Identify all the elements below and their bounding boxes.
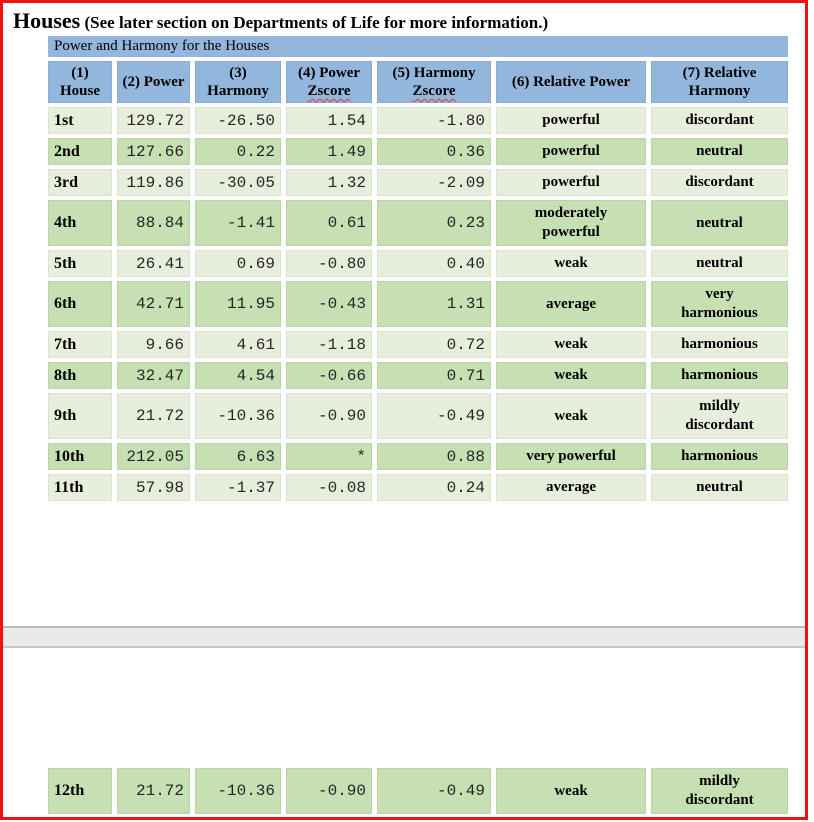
relative-power-cell: weak [496, 768, 646, 814]
relative-harmony-cell: discordant [651, 107, 788, 134]
house-cell: 4th [48, 200, 112, 246]
relative-power-cell: weak [496, 331, 646, 358]
house-cell: 5th [48, 250, 112, 277]
harmony-zscore-cell: 0.88 [377, 443, 491, 470]
relative-harmony-cell: neutral [651, 474, 788, 501]
power-cell: 127.66 [117, 138, 190, 165]
relative-harmony-cell: neutral [651, 250, 788, 277]
harmony-zscore-cell: 0.24 [377, 474, 491, 501]
power-cell: 9.66 [117, 331, 190, 358]
power-zscore-cell: -0.66 [286, 362, 372, 389]
power-cell: 21.72 [117, 768, 190, 814]
table-row-3rd [48, 169, 788, 196]
relative-harmony-cell: harmonious [651, 443, 788, 470]
page-break-gap [3, 626, 805, 648]
power-cell: 42.71 [117, 281, 190, 327]
harmony-zscore-cell: -1.80 [377, 107, 491, 134]
harmony-cell: 0.22 [195, 138, 281, 165]
table-row-2nd [48, 138, 788, 165]
relative-harmony-cell: neutral [651, 138, 788, 165]
relative-power-cell: powerful [496, 107, 646, 134]
harmony-cell: 6.63 [195, 443, 281, 470]
house-cell: 11th [48, 474, 112, 501]
house-cell: 6th [48, 281, 112, 327]
harmony-zscore-cell: 0.72 [377, 331, 491, 358]
harmony-cell: 4.61 [195, 331, 281, 358]
harmony-cell: 0.69 [195, 250, 281, 277]
heading-note: (See later section on Departments of Life for more information.) [84, 13, 549, 32]
col-header-harmony-zscore: (5) Harmony Zscore [377, 61, 491, 103]
harmony-zscore-cell: -0.49 [377, 393, 491, 439]
table-row-7th [48, 331, 788, 358]
relative-harmony-cell: mildly discordant [651, 768, 788, 814]
relative-power-cell: moderately powerful [496, 200, 646, 246]
power-zscore-cell: -0.80 [286, 250, 372, 277]
power-cell: 119.86 [117, 169, 190, 196]
power-cell: 129.72 [117, 107, 190, 134]
table-caption: Power and Harmony for the Houses [48, 36, 788, 57]
power-cell: 32.47 [117, 362, 190, 389]
harmony-cell: -1.41 [195, 200, 281, 246]
table-row-4th [48, 200, 788, 246]
houses-table [48, 36, 788, 501]
relative-power-cell: powerful [496, 169, 646, 196]
power-zscore-cell: 0.61 [286, 200, 372, 246]
harmony-cell: -10.36 [195, 768, 281, 814]
houses-table-continued [48, 768, 788, 814]
col-header-relative-power: (6) Relative Power [496, 61, 646, 103]
table-row-8th [48, 362, 788, 389]
harmony-zscore-cell: 0.36 [377, 138, 491, 165]
harmony-cell: 11.95 [195, 281, 281, 327]
power-zscore-cell: 1.54 [286, 107, 372, 134]
relative-harmony-cell: harmonious [651, 362, 788, 389]
relative-power-cell: very powerful [496, 443, 646, 470]
relative-power-cell: average [496, 474, 646, 501]
table-row-9th [48, 393, 788, 439]
relative-power-cell: average [496, 281, 646, 327]
house-cell: 10th [48, 443, 112, 470]
power-zscore-cell: -0.08 [286, 474, 372, 501]
section-heading [13, 8, 805, 34]
relative-harmony-cell: very harmonious [651, 281, 788, 327]
power-zscore-cell: * [286, 443, 372, 470]
relative-power-cell: weak [496, 362, 646, 389]
relative-harmony-cell: neutral [651, 200, 788, 246]
relative-power-cell: powerful [496, 138, 646, 165]
heading-title: Houses [13, 8, 81, 33]
relative-harmony-cell: mildly discordant [651, 393, 788, 439]
harmony-cell: -30.05 [195, 169, 281, 196]
power-cell: 57.98 [117, 474, 190, 501]
harmony-zscore-cell: 0.23 [377, 200, 491, 246]
power-cell: 21.72 [117, 393, 190, 439]
table-row-6th [48, 281, 788, 327]
house-cell: 2nd [48, 138, 112, 165]
col-header-harmony: (3) Harmony [195, 61, 281, 103]
col-header-relative-harmony: (7) Relative Harmony [651, 61, 788, 103]
col-header-house: (1) House [48, 61, 112, 103]
misspelled-word: Zscore [412, 83, 456, 99]
house-cell: 9th [48, 393, 112, 439]
power-zscore-cell: 1.49 [286, 138, 372, 165]
harmony-cell: 4.54 [195, 362, 281, 389]
table-row-11th [48, 474, 788, 501]
house-cell: 3rd [48, 169, 112, 196]
relative-harmony-cell: harmonious [651, 331, 788, 358]
relative-harmony-cell: discordant [651, 169, 788, 196]
power-zscore-cell: -0.43 [286, 281, 372, 327]
harmony-zscore-cell: 0.71 [377, 362, 491, 389]
house-cell: 8th [48, 362, 112, 389]
house-cell: 1st [48, 107, 112, 134]
power-zscore-cell: 1.32 [286, 169, 372, 196]
harmony-zscore-cell: -0.49 [377, 768, 491, 814]
power-zscore-cell: -0.90 [286, 393, 372, 439]
harmony-zscore-cell: -2.09 [377, 169, 491, 196]
col-header-power: (2) Power [117, 61, 190, 103]
house-cell: 7th [48, 331, 112, 358]
house-cell: 12th [48, 768, 112, 814]
power-zscore-cell: -0.90 [286, 768, 372, 814]
table-row-1st [48, 107, 788, 134]
relative-power-cell: weak [496, 393, 646, 439]
relative-power-cell: weak [496, 250, 646, 277]
harmony-zscore-cell: 0.40 [377, 250, 491, 277]
col-header-power-zscore: (4) Power Zscore [286, 61, 372, 103]
table-row-12th [48, 768, 788, 814]
harmony-zscore-cell: 1.31 [377, 281, 491, 327]
page2-top-margin [3, 648, 805, 764]
harmony-cell: -10.36 [195, 393, 281, 439]
power-zscore-cell: -1.18 [286, 331, 372, 358]
power-cell: 212.05 [117, 443, 190, 470]
table-row-10th [48, 443, 788, 470]
power-cell: 26.41 [117, 250, 190, 277]
table-header-row [48, 61, 788, 103]
power-cell: 88.84 [117, 200, 190, 246]
harmony-cell: -26.50 [195, 107, 281, 134]
harmony-cell: -1.37 [195, 474, 281, 501]
misspelled-word: Zscore [307, 83, 351, 99]
table-row-5th [48, 250, 788, 277]
